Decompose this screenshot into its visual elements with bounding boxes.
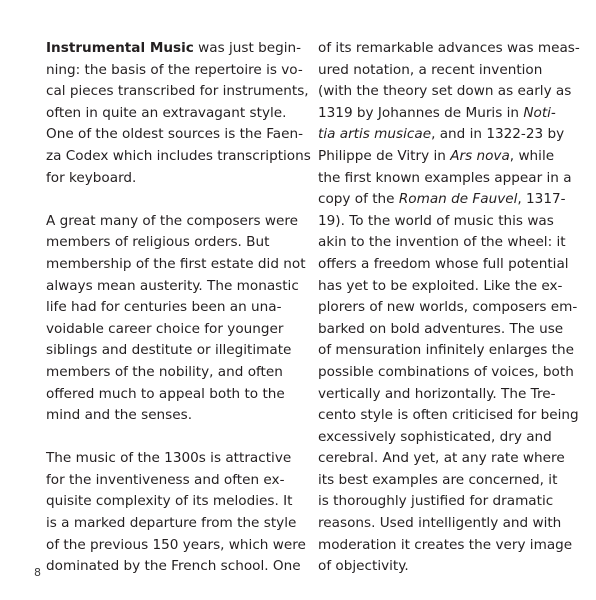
text-span: plorers of new worlds, composers em- bbox=[318, 299, 578, 316]
text-line bbox=[318, 276, 568, 298]
text-span: of its remarkable advances was meas- bbox=[318, 40, 580, 56]
text-line bbox=[46, 340, 296, 362]
text-line bbox=[318, 103, 568, 125]
text-line bbox=[318, 146, 568, 168]
text-line bbox=[46, 60, 303, 82]
text-span: often in quite an extravagant style. bbox=[46, 104, 287, 121]
text-span: of mensuration infinitely enlarges the bbox=[318, 342, 574, 359]
text-span: quisite complexity of its melodies. It bbox=[46, 493, 293, 510]
text-line bbox=[46, 81, 309, 103]
text-span: for keyboard. bbox=[46, 169, 137, 186]
text-span: dominated by the French school. One bbox=[46, 558, 301, 575]
right-column bbox=[318, 38, 580, 578]
text-span: was just begin- bbox=[193, 40, 302, 56]
text-line bbox=[318, 470, 568, 492]
text-span: always mean austerity. The monastic bbox=[46, 277, 299, 294]
text-line bbox=[318, 427, 568, 449]
italic-title: Noti- bbox=[523, 104, 556, 121]
text-line bbox=[318, 189, 568, 211]
text-span: ured notation, a recent invention bbox=[318, 61, 543, 78]
text-line bbox=[318, 535, 573, 557]
text-span: cal pieces transcribed for instruments, bbox=[46, 83, 309, 100]
text-line bbox=[318, 362, 574, 384]
text-span: is thoroughly justified for dramatic bbox=[318, 493, 554, 510]
text-line bbox=[46, 319, 296, 341]
text-span: moderation it creates the very image bbox=[318, 536, 573, 553]
text-span: life had for centuries been an una- bbox=[46, 299, 282, 316]
page-number: 8 bbox=[34, 566, 41, 579]
text-line bbox=[46, 535, 306, 557]
text-line bbox=[46, 556, 301, 578]
text-span: offers a freedom whose full potential bbox=[318, 255, 569, 272]
text-span: 19). To the world of music this was bbox=[318, 212, 554, 229]
text-span: barked on bold adventures. The use bbox=[318, 320, 564, 337]
text-line bbox=[318, 405, 579, 427]
italic-title: tia artis musicae bbox=[318, 126, 432, 143]
paragraph-gap bbox=[46, 189, 296, 211]
text-span: possible combinations of voices, both bbox=[318, 363, 574, 380]
text-span: (with the theory set down as early as bbox=[318, 83, 572, 100]
paragraph-notation bbox=[318, 38, 580, 578]
paragraph-religious-orders bbox=[46, 211, 306, 427]
text-span: siblings and destitute or illegitimate bbox=[46, 342, 292, 359]
text-span: is a marked departure from the style bbox=[46, 515, 297, 532]
text-line bbox=[318, 448, 568, 470]
text-line bbox=[318, 384, 568, 406]
text-span: members of religious orders. But bbox=[46, 234, 270, 251]
text-line bbox=[46, 168, 296, 190]
text-line bbox=[318, 81, 572, 103]
text-span: of the previous 150 years, which were bbox=[46, 536, 306, 553]
text-line bbox=[46, 254, 306, 276]
text-line bbox=[318, 38, 580, 60]
text-line bbox=[46, 470, 296, 492]
text-line bbox=[46, 405, 296, 427]
text-line bbox=[318, 319, 568, 341]
text-line bbox=[46, 297, 296, 319]
paragraph-instrumental-music bbox=[46, 38, 311, 189]
text-line bbox=[318, 124, 568, 146]
text-span: offered much to appeal both to the bbox=[46, 385, 285, 402]
text-line bbox=[46, 103, 296, 125]
text-span: members of the nobility, and often bbox=[46, 363, 283, 380]
text-span: One of the oldest sources is the Faen- bbox=[46, 126, 304, 143]
text-span: has yet to be exploited. Like the ex- bbox=[318, 277, 563, 294]
text-span: cerebral. And yet, at any rate where bbox=[318, 450, 565, 467]
text-span: membership of the first estate did not bbox=[46, 255, 306, 272]
text-span: A great many of the composers were bbox=[46, 212, 299, 229]
bold-heading: Instrumental Music bbox=[46, 40, 194, 56]
text-line bbox=[46, 491, 296, 513]
text-line bbox=[46, 38, 302, 60]
text-span: excessively sophisticated, dry and bbox=[318, 428, 552, 445]
text-line bbox=[318, 232, 568, 254]
text-span: za Codex which includes transcriptions bbox=[46, 147, 311, 164]
paragraph-music-1300s bbox=[46, 448, 306, 578]
text-span: 1319 by Johannes de Muris in bbox=[318, 104, 524, 121]
text-span: voidable career choice for younger bbox=[46, 320, 284, 337]
text-span: copy of the bbox=[318, 191, 399, 208]
text-span: its best examples are concerned, it bbox=[318, 471, 558, 488]
text-line bbox=[318, 254, 568, 276]
text-line bbox=[46, 232, 296, 254]
text-line bbox=[318, 491, 568, 513]
text-span: vertically and horizontally. The Tre- bbox=[318, 385, 556, 402]
text-line bbox=[46, 513, 296, 535]
text-line bbox=[46, 146, 311, 168]
text-line bbox=[318, 168, 572, 190]
text-line bbox=[318, 556, 568, 578]
text-line bbox=[46, 211, 299, 233]
text-line bbox=[46, 276, 299, 298]
text-span: the first known examples appear in a bbox=[318, 169, 572, 186]
text-line bbox=[46, 362, 296, 384]
text-line bbox=[318, 340, 574, 362]
text-span: ning: the basis of the repertoire is vo- bbox=[46, 61, 303, 78]
text-span: , 1317- bbox=[517, 191, 566, 208]
text-line bbox=[318, 513, 568, 535]
paragraph-gap bbox=[46, 427, 296, 449]
text-line bbox=[46, 448, 296, 470]
text-line bbox=[318, 211, 568, 233]
italic-title: Ars nova bbox=[450, 147, 510, 164]
text-line bbox=[46, 384, 296, 406]
text-span: of objectivity. bbox=[318, 558, 409, 575]
text-span: cento style is often criticised for being bbox=[318, 407, 579, 424]
italic-title: Roman de Fauvel bbox=[398, 191, 518, 208]
text-span: reasons. Used intelligently and with bbox=[318, 515, 562, 532]
text-line bbox=[318, 60, 568, 82]
text-span: , while bbox=[509, 147, 555, 164]
text-span: The music of the 1300s is attractive bbox=[46, 450, 292, 467]
text-line bbox=[318, 297, 578, 319]
text-span: for the inventiveness and often ex- bbox=[46, 471, 285, 488]
text-span: Philippe de Vitry in bbox=[318, 147, 451, 164]
text-span: , and in 1322-23 by bbox=[431, 126, 565, 143]
text-line bbox=[46, 124, 304, 146]
text-span: mind and the senses. bbox=[46, 407, 193, 424]
left-column bbox=[46, 38, 311, 578]
text-span: akin to the invention of the wheel: it bbox=[318, 234, 566, 251]
